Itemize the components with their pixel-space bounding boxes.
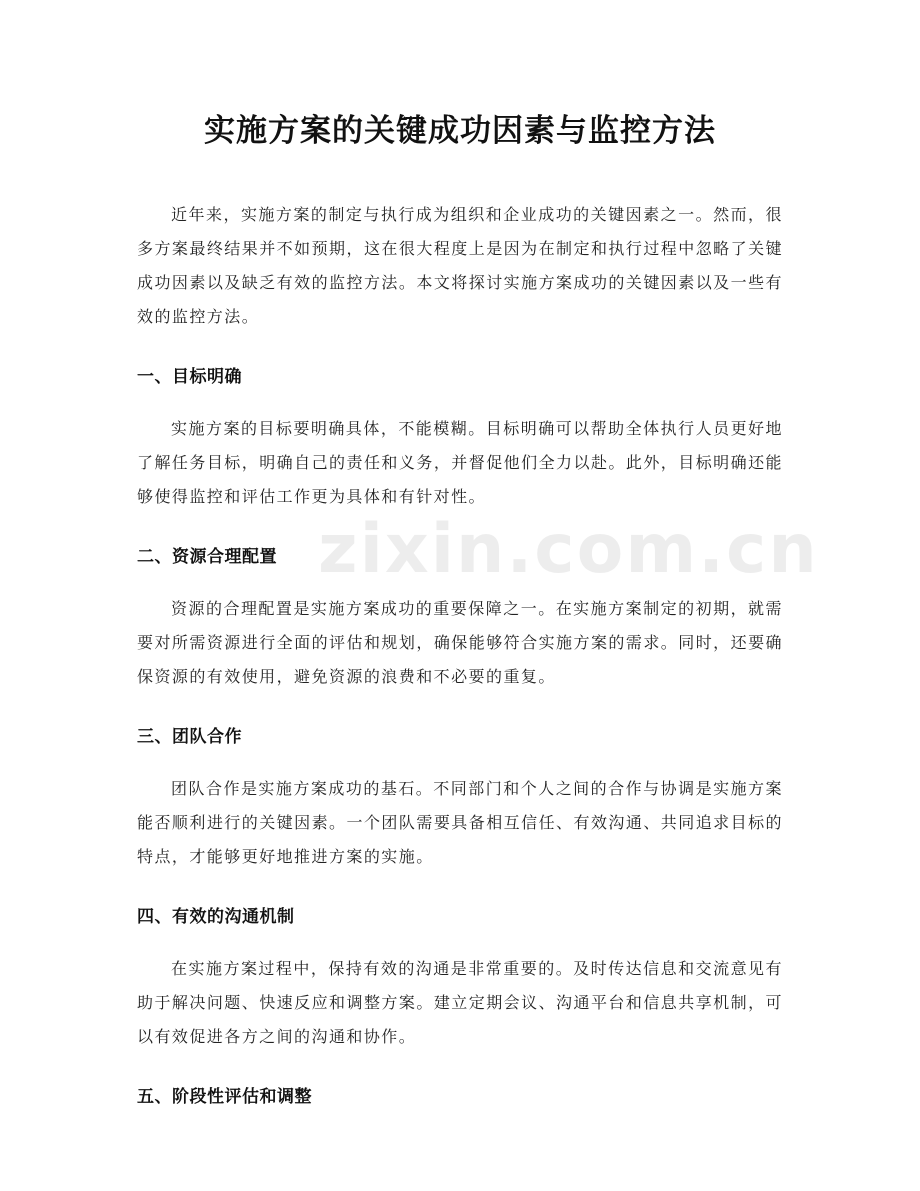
section-heading-4: 四、有效的沟通机制	[137, 907, 295, 927]
section-heading-5: 五、阶段性评估和调整	[137, 1087, 312, 1107]
section-body-1: 实施方案的目标要明确具体，不能模糊。目标明确可以帮助全体执行人员更好地了解任务目标，明确自己的责任和义务，并督促他们全力以赴。此外，目标明确还能够使得监控和评估工作更为具体和有针对性。	[137, 419, 783, 506]
section-heading-3: 三、团队合作	[137, 727, 242, 747]
section-body-4: 在实施方案过程中，保持有效的沟通是非常重要的。及时传达信息和交流意见有助于解决问题、快速反应和调整方案。建立定期会议、沟通平台和信息共享机制，可以有效促进各方之间的沟通和协作。	[137, 959, 783, 1046]
watermark: zixin.com.cn	[318, 510, 819, 589]
document-title: 实施方案的关键成功因素与监控方法	[204, 113, 716, 149]
section-heading-1: 一、目标明确	[137, 367, 242, 387]
intro-paragraph: 近年来，实施方案的制定与执行成为组织和企业成功的关键因素之一。然而，很多方案最终结果并不如预期，这在很大程度上是因为在制定和执行过程中忽略了关键成功因素以及缺乏有效的监控方法。本文将探讨实施方案成功的关键因素以及一些有效的监控方法。	[137, 205, 783, 326]
section-body-3: 团队合作是实施方案成功的基石。不同部门和个人之间的合作与协调是实施方案能否顺利进行的关键因素。一个团队需要具备相互信任、有效沟通、共同追求目标的特点，才能够更好地推进方案的实施。	[137, 779, 783, 866]
section-heading-2: 二、资源合理配置	[137, 547, 277, 567]
section-body-2: 资源的合理配置是实施方案成功的重要保障之一。在实施方案制定的初期，就需要对所需资源进行全面的评估和规划，确保能够符合实施方案的需求。同时，还要确保资源的有效使用，避免资源的浪费和不必要的重复。	[137, 599, 783, 686]
